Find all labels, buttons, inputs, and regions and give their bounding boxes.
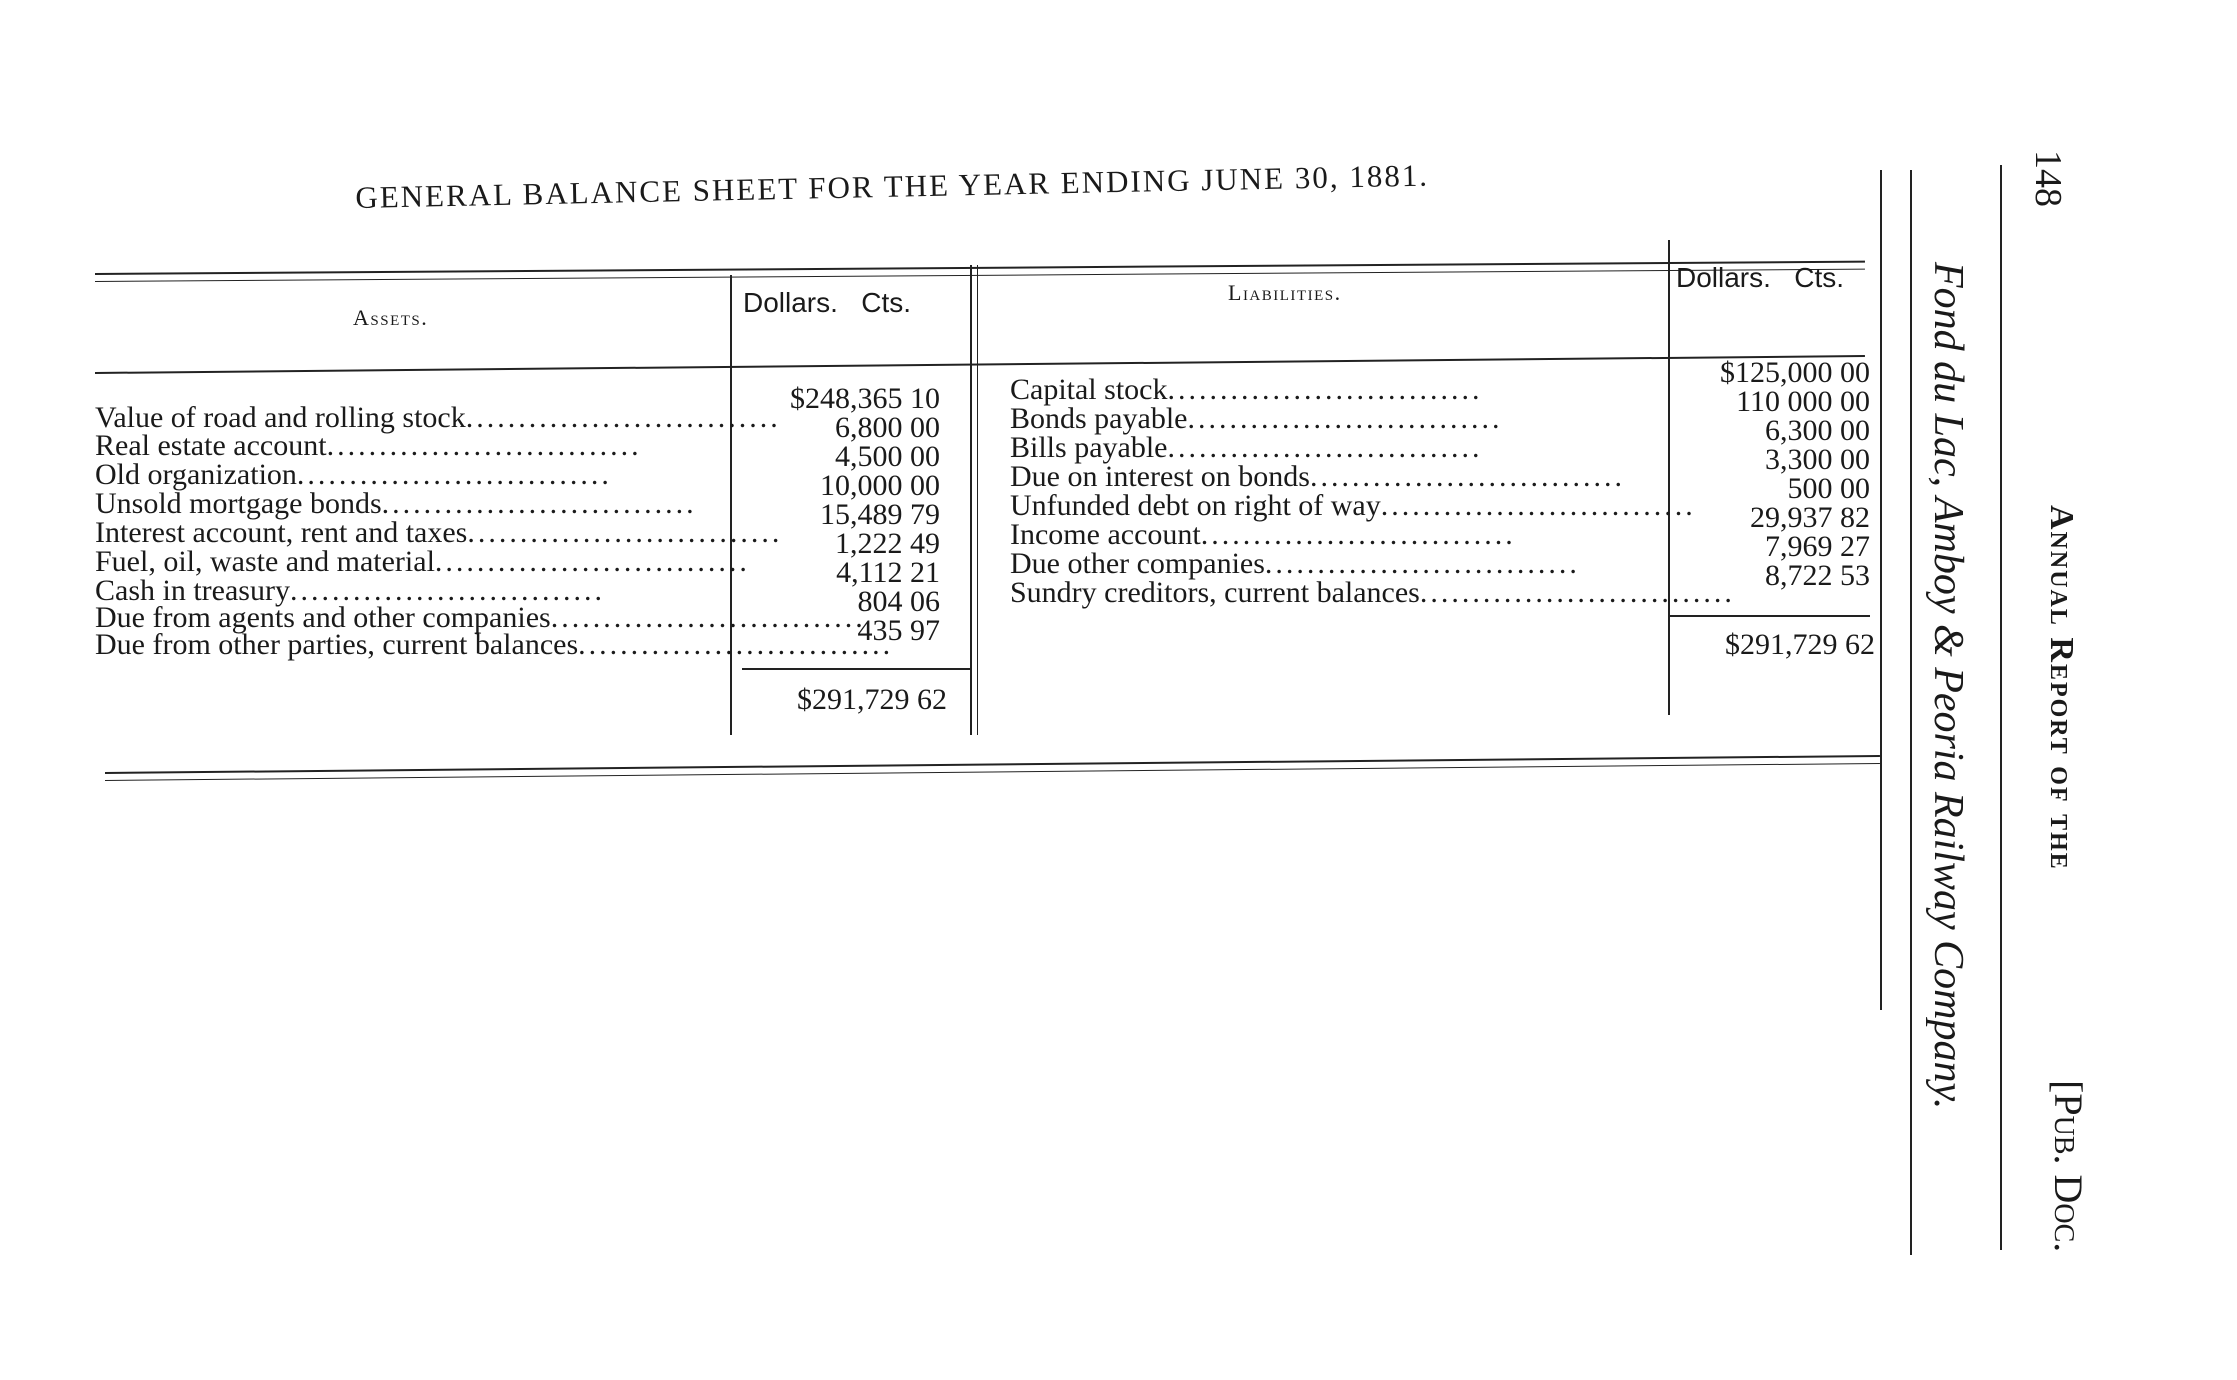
list-item: Interest account, rent and taxes .............................. <box>95 516 783 549</box>
list-item: Cash in treasury .............................. <box>95 574 605 607</box>
liability-amount: 500 00 <box>1787 472 1870 505</box>
assets-amount-heading: Dollars. Cts. <box>743 287 912 318</box>
asset-amount: 4,500 00 <box>835 440 940 473</box>
company-name: Fond du Lac, Amboy & Peoria Railway Company. <box>1925 262 1971 1110</box>
table-top-rule <box>95 261 1865 275</box>
asset-amount: 4,112 21 <box>836 556 940 589</box>
list-item: Due from agents and other companies .............................. <box>95 601 866 634</box>
side-rule-middle <box>1910 170 1912 1255</box>
list-item: Bonds payable .............................. <box>1010 402 1503 435</box>
header-rule <box>95 355 1865 374</box>
side-rule-right <box>2000 165 2002 1250</box>
asset-amount: 10,000 00 <box>820 469 940 502</box>
col-line-middle-1 <box>970 265 972 735</box>
liability-amount: 29,937 82 <box>1750 501 1870 534</box>
list-item: Due other companies .............................. <box>1010 547 1580 580</box>
list-item: Unsold mortgage bonds .............................. <box>95 487 697 520</box>
asset-amount: 435 97 <box>857 614 940 647</box>
list-item: Capital stock .............................. <box>1010 373 1483 406</box>
liability-amount: 6,300 00 <box>1765 414 1870 447</box>
list-item: Unfunded debt on right of way .............................. <box>1010 489 1696 522</box>
col-line-liab-amount <box>1668 240 1670 715</box>
col-line-assets-amount <box>730 275 732 735</box>
list-item: Bills payable .............................. <box>1010 431 1483 464</box>
asset-amount: 1,222 49 <box>835 527 940 560</box>
list-item: Income account .............................. <box>1010 518 1516 551</box>
table-bottom-rule-2 <box>105 763 1880 781</box>
doc-label: [Pub. Doc. <box>2046 1080 2091 1253</box>
side-rule-left <box>1880 170 1882 1010</box>
list-item: Fuel, oil, waste and material .............................. <box>95 545 750 578</box>
list-item: Old organization .............................. <box>95 458 612 491</box>
asset-amount: 15,489 79 <box>820 498 940 531</box>
asset-amount: 6,800 00 <box>835 411 940 444</box>
list-item: Sundry creditors, current balances .............................. <box>1010 576 1735 609</box>
list-item: Real estate account .............................. <box>95 429 642 462</box>
assets-heading: Assets. <box>353 305 429 330</box>
liabilities-heading: Liabilities. <box>1228 280 1342 305</box>
liability-amount: 3,300 00 <box>1765 443 1870 476</box>
list-item: Due from other parties, current balances .............................. <box>95 628 894 661</box>
list-item: Value of road and rolling stock .............................. <box>95 401 781 434</box>
liability-amount: 8,722 53 <box>1765 559 1870 592</box>
list-item: Due on interest on bonds .............................. <box>1010 460 1625 493</box>
liabilities-total: $291,729 62 <box>1725 628 1875 661</box>
asset-amount: $248,365 10 <box>790 382 940 415</box>
col-line-middle-2 <box>977 265 978 735</box>
page-number: 148 <box>2027 150 2069 207</box>
page-title: GENERAL BALANCE SHEET FOR THE YEAR ENDING JUNE 30, 1881. <box>355 157 1430 215</box>
asset-amount: 804 06 <box>857 585 940 618</box>
report-title: Annual Report of the <box>2043 505 2080 871</box>
assets-total: $291,729 62 <box>797 683 947 716</box>
liabilities-amount-heading: Dollars. Cts. <box>1676 262 1845 293</box>
liability-amount: 7,969 27 <box>1765 530 1870 563</box>
liability-amount: 110 000 00 <box>1736 385 1870 418</box>
liability-amount: $125,000 00 <box>1720 356 1870 389</box>
assets-total-rule <box>742 668 972 670</box>
liab-total-rule <box>1670 615 1870 617</box>
